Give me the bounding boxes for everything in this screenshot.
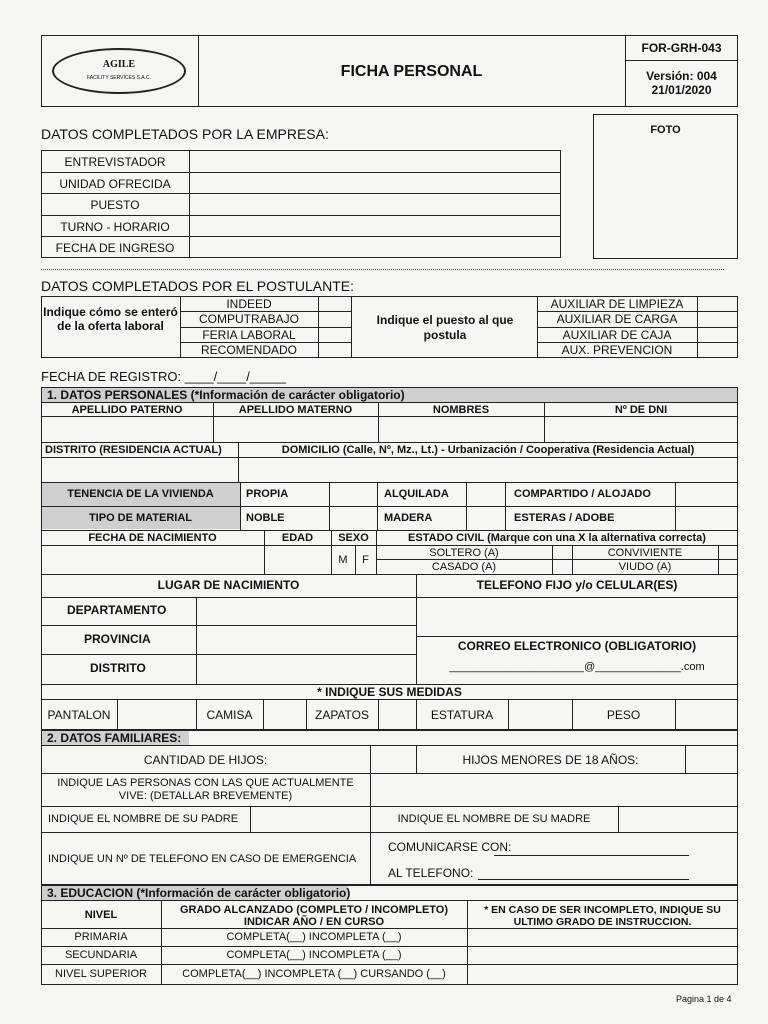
empresa-row-label: UNIDAD OFRECIDA [59, 177, 171, 191]
madre-label: INDIQUE EL NOMBRE DE SU MADRE [397, 813, 591, 825]
source-option: INDEED [226, 297, 272, 311]
material-check-noble[interactable] [330, 507, 376, 529]
estado-option: VIUDO (A) [618, 561, 672, 573]
grado-cell[interactable]: COMPLETA(__) INCOMPLETA (__) [226, 949, 402, 961]
material-option: NOBLE [246, 512, 285, 524]
nivel-cell: SECUNDARIA [64, 949, 138, 961]
empresa-row-label: ENTREVISTADOR [64, 155, 166, 169]
menores-label: HIJOS MENORES DE 18 AÑOS: [462, 753, 639, 767]
padre-label: INDIQUE EL NOMBRE DE SU PADRE [48, 813, 239, 825]
source-check-computrabajo[interactable] [319, 312, 350, 326]
document-version: Versión: 004 [646, 69, 717, 83]
position-option: AUX. PREVENCION [561, 343, 673, 357]
apellido-paterno-field[interactable] [42, 417, 212, 441]
material-option: MADERA [384, 512, 433, 524]
correo-label: CORREO ELECTRONICO (OBLIGATORIO) [457, 639, 697, 653]
lugar-label: LUGAR DE NACIMIENTO [157, 578, 300, 592]
tenencia-check-alquilada[interactable] [467, 483, 504, 505]
empresa-row-label: TURNO - HORARIO [60, 220, 170, 234]
distrito-nac-label: DISTRITO [90, 661, 146, 675]
estado-check-conviviente[interactable] [719, 546, 737, 559]
document-date: 21/01/2020 [651, 83, 712, 97]
postulante-heading: DATOS COMPLETADOS POR EL POSTULANTE: [41, 278, 354, 294]
personas-field[interactable] [371, 774, 737, 805]
document-title: FICHA PERSONAL [340, 63, 483, 80]
estado-option: CONVIVIENTE [607, 547, 683, 559]
nombres-field[interactable] [379, 417, 543, 441]
position-question: Indique el puesto al que postula [376, 313, 514, 342]
emergencia-label: INDIQUE UN Nº DE TELEFONO EN CASO DE EMERGENCIA [48, 853, 357, 865]
col-apellido-paterno: APELLIDO PATERNO [71, 404, 183, 416]
grado-cell[interactable]: COMPLETA(__) INCOMPLETA (__) [226, 931, 402, 943]
sexo-f-option[interactable]: F [362, 554, 369, 566]
position-check-prevencion[interactable] [698, 343, 737, 357]
grado-header: GRADO ALCANZADO (COMPLETO / INCOMPLETO) [179, 904, 449, 916]
tenencia-option: PROPIA [246, 488, 289, 500]
medida-label: CAMISA [206, 708, 253, 722]
empresa-row-label: FECHA DE INGRESO [55, 241, 175, 255]
nivel-cell: NIVEL SUPERIOR [55, 968, 147, 980]
material-check-madera[interactable] [467, 507, 504, 529]
medida-label: ESTATURA [430, 708, 494, 722]
medidas-heading: * INDIQUE SUS MEDIDAS [317, 685, 462, 699]
tenencia-label: TENENCIA DE LA VIVIENDA [67, 488, 214, 500]
source-question: Indique cómo se enteró de la oferta laboral [43, 305, 178, 333]
nivel-cell: PRIMARIA [74, 931, 128, 943]
logo-subtitle: FACILITY SERVICES S.A.C. [86, 75, 151, 81]
col-apellido-materno: APELLIDO MATERNO [238, 404, 353, 416]
source-option: COMPUTRABAJO [198, 312, 299, 326]
estado-check-viudo[interactable] [719, 560, 737, 573]
nacimiento-field[interactable] [42, 546, 263, 573]
turno-field[interactable] [190, 216, 560, 236]
departamento-field[interactable] [197, 598, 415, 624]
empresa-row-label: PUESTO [90, 198, 140, 212]
position-option: AUXILIAR DE CARGA [556, 312, 678, 326]
camisa-field[interactable] [264, 700, 305, 729]
grado-cell[interactable]: COMPLETA(__) INCOMPLETA (__) CURSANDO (__) [182, 968, 446, 980]
source-option: FERIA LABORAL [202, 328, 296, 342]
nacimiento-label: FECHA DE NACIMIENTO [88, 532, 217, 544]
padre-field[interactable] [251, 807, 369, 831]
pantalon-field[interactable] [118, 700, 195, 729]
personas-label-2: VIVE: (DETALLAR BREVEMENTE) [118, 790, 293, 802]
puesto-field[interactable] [190, 194, 560, 215]
domicilio-field[interactable] [239, 458, 737, 481]
domicilio-label: DOMICILIO (Calle, Nº, Mz., Lt.) - Urbanización / Cooperativa (Residencia Actual) [281, 444, 695, 456]
ultimo-grado-primaria-field[interactable] [468, 929, 737, 945]
incompleto-header-2: ULTIMO GRADO DE INSTRUCCION. [513, 916, 692, 928]
tenencia-option: ALQUILADA [384, 488, 449, 500]
correo-field[interactable]: ______________________@______________.com [449, 661, 705, 673]
comunicarse-field[interactable] [494, 855, 689, 856]
edad-label: EDAD [281, 532, 314, 544]
provincia-label: PROVINCIA [84, 632, 151, 646]
madre-field[interactable] [619, 807, 737, 831]
personas-label: INDIQUE LAS PERSONAS CON LAS QUE ACTUALMENTE [57, 777, 354, 789]
document-code: FOR-GRH-043 [641, 41, 722, 55]
estado-check-soltero[interactable] [553, 546, 571, 559]
col-dni: Nº DE DNI [614, 404, 668, 416]
provincia-field[interactable] [197, 626, 415, 653]
zapatos-field[interactable] [379, 700, 415, 729]
col-nombres: NOMBRES [432, 404, 490, 416]
menores-field[interactable] [686, 746, 737, 772]
departamento-label: DEPARTAMENTO [67, 603, 167, 617]
educacion-heading: 3. EDUCACION (*Información de carácter obligatorio) [47, 886, 351, 900]
photo-label: FOTO [650, 124, 681, 136]
unidad-field[interactable] [190, 173, 560, 193]
position-option: AUXILIAR DE LIMPIEZA [550, 297, 684, 311]
grado-header-2: INDICAR AÑO / EN CURSO [243, 916, 385, 928]
position-check-caja[interactable] [698, 328, 737, 342]
distrito-label: DISTRITO (RESIDENCIA ACTUAL) [45, 444, 222, 456]
tenencia-check-compartido[interactable] [676, 483, 737, 505]
estado-option: SOLTERO (A) [429, 547, 499, 559]
material-check-esteras[interactable] [676, 507, 737, 529]
section-divider [41, 269, 724, 270]
telefono-label: TELEFONO FIJO y/o CELULAR(ES) [476, 578, 678, 592]
edad-field[interactable] [265, 546, 330, 573]
personales-heading: 1. DATOS PERSONALES (*Información de carácter obligatorio) [47, 388, 405, 402]
hijos-field[interactable] [371, 746, 415, 772]
distrito-field[interactable] [42, 458, 237, 481]
fecha-ingreso-field[interactable] [190, 237, 560, 258]
medida-label: PESO [606, 708, 641, 722]
nivel-header: NIVEL [84, 909, 118, 921]
hijos-label: CANTIDAD DE HIJOS: [143, 753, 268, 767]
ultimo-grado-secundaria-field[interactable] [468, 947, 737, 963]
al-telefono-field[interactable] [478, 879, 689, 880]
logo-name: AGILE [102, 59, 136, 70]
position-check-carga[interactable] [698, 312, 737, 326]
position-check-limpieza[interactable] [698, 297, 737, 311]
medida-label: ZAPATOS [314, 708, 369, 722]
estado-check-casado[interactable] [553, 560, 571, 573]
distrito-nac-field[interactable] [197, 655, 415, 683]
apellido-materno-field[interactable] [214, 417, 377, 441]
medida-label: PANTALON [47, 708, 111, 722]
sexo-m-option[interactable]: M [338, 554, 348, 566]
incompleto-header: * EN CASO DE SER INCOMPLETO, INDIQUE SU [484, 904, 721, 916]
tenencia-check-propia[interactable] [330, 483, 376, 505]
peso-field[interactable] [676, 700, 737, 729]
dni-field[interactable] [545, 417, 737, 441]
source-option: RECOMENDADO [200, 343, 297, 357]
comunicarse-label: COMUNICARSE CON: [388, 840, 512, 854]
entrevistador-field[interactable] [190, 151, 560, 172]
estado-option: CASADO (A) [431, 561, 497, 573]
page-number: Pagina 1 de 4 [676, 994, 732, 1004]
empresa-heading: DATOS COMPLETADOS POR LA EMPRESA: [41, 126, 329, 142]
sexo-label: SEXO [338, 532, 369, 544]
source-check-feria[interactable] [319, 328, 350, 342]
source-check-indeed[interactable] [319, 297, 350, 311]
estado-civil-label: ESTADO CIVIL (Marque con una X la alternativa correcta) [408, 532, 706, 544]
familiares-heading: 2. DATOS FAMILIARES: [47, 731, 182, 745]
al-telefono-label: AL TELEFONO: [388, 866, 474, 880]
ultimo-grado-superior-field[interactable] [468, 965, 737, 984]
company-logo [52, 48, 186, 94]
fecha-registro-field[interactable]: FECHA DE REGISTRO: ____/____/_____ [41, 369, 286, 384]
material-label: TIPO DE MATERIAL [88, 512, 193, 524]
estatura-field[interactable] [509, 700, 571, 729]
telefono-field[interactable] [417, 598, 737, 635]
tenencia-option: COMPARTIDO / ALOJADO [514, 488, 651, 500]
material-option: ESTERAS / ADOBE [514, 512, 615, 524]
position-option: AUXILIAR DE CAJA [562, 328, 672, 342]
source-check-recomendado[interactable] [319, 343, 350, 357]
